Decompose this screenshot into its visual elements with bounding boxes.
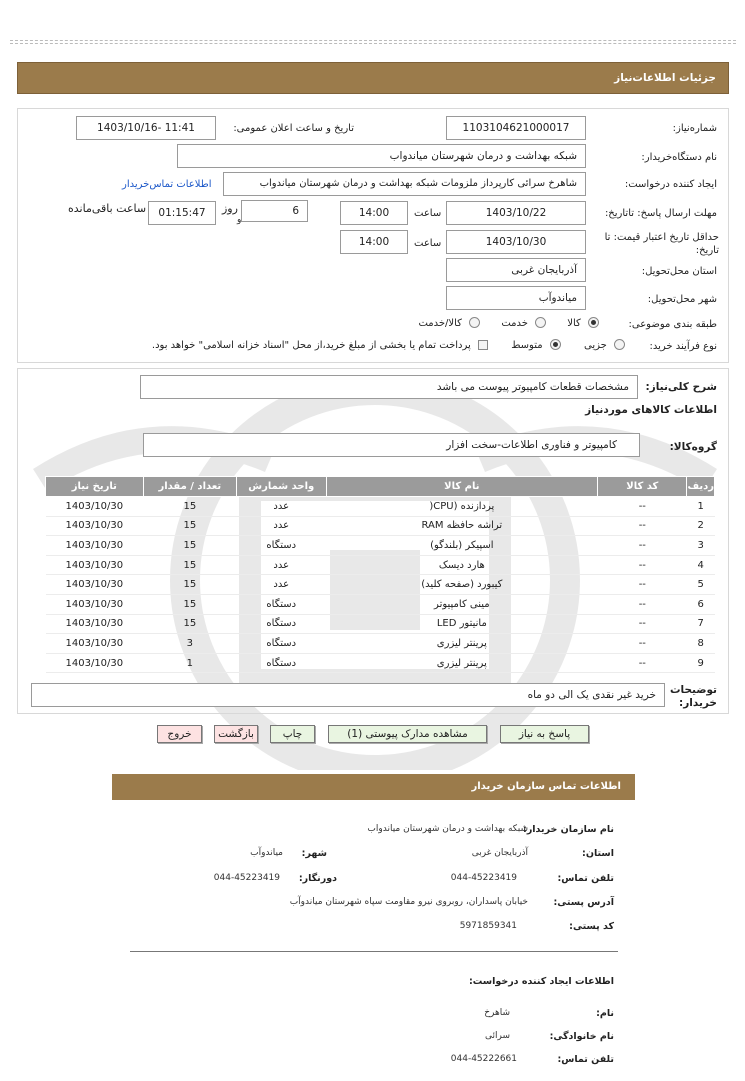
table-row	[46, 594, 715, 614]
code-cell: --	[598, 594, 687, 614]
process-type-label: نوع فرآیند خرید:	[649, 341, 717, 352]
delivery-province-label: استان محل‌تحویل:	[641, 266, 717, 277]
col-qty-header: تعداد / مقدار	[143, 477, 236, 497]
table-row	[46, 497, 715, 517]
contact-address-value: خیابان پاسداران، روبروی نیرو مقاومت سپاه شهرستان میاندوآب	[289, 897, 528, 907]
process-minor-label: جزیی	[583, 339, 607, 351]
deadline-time-label: ساعت	[414, 208, 442, 219]
items-table-wrapper	[45, 476, 715, 673]
table-row	[46, 614, 715, 634]
code-cell: --	[598, 555, 687, 575]
creator-label: ایجاد کننده درخواست:	[624, 179, 717, 190]
process-radio-group	[148, 339, 625, 351]
unit-cell: عدد	[237, 555, 327, 575]
contact-divider	[130, 951, 618, 952]
row-number-cell: 4	[687, 555, 715, 575]
creator-family-value: سرائی	[484, 1031, 510, 1041]
qty-cell: 15	[143, 594, 236, 614]
row-number-cell: 8	[687, 634, 715, 654]
col-date-header: تاریخ نیاز	[46, 477, 144, 497]
process-medium-radio[interactable]	[550, 339, 561, 350]
qty-cell: 15	[143, 516, 236, 536]
date-cell: 1403/10/30	[46, 497, 144, 517]
contact-postal-value: 5971859341	[459, 921, 517, 931]
key-description-field: مشخصات قطعات کامپیوتر پیوست می باشد	[140, 375, 638, 399]
page-title: جزئیات اطلاعات‌نیاز	[614, 72, 716, 84]
buyer-notes-label: توضیحات خریدار:	[669, 684, 717, 709]
buyer-org-label: نام دستگاه‌خریدار:	[641, 152, 717, 163]
date-cell: 1403/10/30	[46, 634, 144, 654]
contact-postal-label: کد پستی:	[569, 921, 614, 932]
row-number-cell: 2	[687, 516, 715, 536]
category-goods-label: کالا	[567, 317, 581, 329]
col-code-header: کد کالا	[598, 477, 687, 497]
contact-province-value: آذربایجان غربی	[471, 848, 528, 858]
category-service-radio[interactable]	[535, 317, 546, 328]
unit-cell: عدد	[237, 516, 327, 536]
creator-field: شاهرخ سرائی کارپرداز ملزومات شبکه بهداشت و درمان شهرستان میاندواب	[223, 172, 586, 196]
buyer-contact-header: اطلاعات تماس سازمان خریدار	[112, 774, 635, 800]
qty-cell: 15	[143, 536, 236, 556]
key-description-label: شرح کلی‌نیاز:	[645, 381, 717, 393]
table-row	[46, 653, 715, 673]
name-cell: پردازنده (CPU(	[326, 497, 598, 517]
treasury-payment-note: پرداخت تمام یا بخشی از مبلغ خرید،از محل "اسناد خزانه اسلامی" خواهد بود.	[151, 339, 471, 351]
code-cell: --	[598, 516, 687, 536]
name-cell: مینی کامپیوتر	[326, 594, 598, 614]
remaining-time-field: 01:15:47	[148, 201, 216, 225]
contact-org-value: شبکه بهداشت و درمان شهرستان میاندواب	[367, 824, 528, 834]
goods-group-label: گروه‌کالا:	[669, 441, 717, 453]
name-cell: پرینتر لیزری	[326, 634, 598, 654]
creator-phone-value: 044-45222661	[450, 1054, 517, 1064]
qty-cell: 1	[143, 653, 236, 673]
qty-cell: 3	[143, 634, 236, 654]
category-both-label: کالا/خدمت	[418, 317, 462, 329]
code-cell: --	[598, 536, 687, 556]
back-button[interactable]: بازگشت	[214, 725, 258, 743]
category-both-radio[interactable]	[469, 317, 480, 328]
category-radio-group	[414, 317, 599, 329]
delivery-province-field: آذربایجان غربی	[446, 258, 586, 282]
attachments-button[interactable]: مشاهده مدارک پیوستی (1)	[328, 725, 487, 743]
creator-name-value: شاهرخ	[484, 1008, 510, 1018]
date-cell: 1403/10/30	[46, 555, 144, 575]
qty-cell: 15	[143, 497, 236, 517]
remaining-days-field: 6	[241, 200, 308, 222]
goods-group-field: کامپیوتر و فناوری اطلاعات-سخت افزار	[143, 433, 640, 457]
contact-phone-label: تلفن تماس:	[557, 873, 614, 884]
days-and-label: و	[237, 215, 242, 225]
announce-date-label: تاریخ و ساعت اعلان عمومی:	[233, 123, 354, 134]
exit-button[interactable]: خروج	[157, 725, 202, 743]
announce-date-field: 1403/10/16- 11:41	[76, 116, 216, 140]
days-label: روز	[222, 202, 238, 215]
name-cell: کیبورد (صفحه کلید)	[326, 575, 598, 595]
qty-cell: 15	[143, 555, 236, 575]
validity-label: حداقل تاریخ اعتبار قیمت: تا تاریخ:	[604, 232, 719, 256]
contact-city-value: میاندوآب	[250, 848, 283, 858]
table-row	[46, 634, 715, 654]
table-header-row	[46, 477, 715, 497]
table-row	[46, 555, 715, 575]
items-table-body	[46, 497, 715, 673]
need-number-label: شماره‌نیاز:	[672, 123, 717, 134]
qty-cell: 15	[143, 575, 236, 595]
name-cell: مانیتور LED	[326, 614, 598, 634]
process-minor-radio[interactable]	[614, 339, 625, 350]
delivery-city-label: شهر محل‌تحویل:	[647, 294, 717, 305]
table-row	[46, 516, 715, 536]
delivery-city-field: میاندوآب	[446, 286, 586, 310]
print-button[interactable]: چاپ	[270, 725, 315, 743]
buyer-org-field: شبکه بهداشت و درمان شهرستان میاندواب	[177, 144, 586, 168]
date-cell: 1403/10/30	[46, 575, 144, 595]
code-cell: --	[598, 653, 687, 673]
deadline-date-field: 1403/10/22	[446, 201, 586, 225]
creator-phone-label: تلفن تماس:	[557, 1054, 614, 1065]
unit-cell: دستگاه	[237, 653, 327, 673]
buyer-contact-link[interactable]: اطلاعات تماس‌خریدار	[122, 179, 212, 190]
treasury-payment-checkbox[interactable]	[478, 340, 488, 350]
date-cell: 1403/10/30	[46, 516, 144, 536]
name-cell: اسپیکر (بلندگو)	[326, 536, 598, 556]
table-row	[46, 575, 715, 595]
creator-info-heading: اطلاعات ایجاد کننده درخواست:	[468, 976, 614, 987]
row-number-cell: 1	[687, 497, 715, 517]
category-goods-radio[interactable]	[588, 317, 599, 328]
unit-cell: دستگاه	[237, 594, 327, 614]
validity-time-field: 14:00	[340, 230, 408, 254]
unit-cell: دستگاه	[237, 634, 327, 654]
page-header	[17, 62, 729, 94]
items-table	[45, 476, 715, 673]
remaining-time-label: ساعت باقی‌مانده	[68, 202, 147, 215]
row-number-cell: 9	[687, 653, 715, 673]
qty-cell: 15	[143, 614, 236, 634]
contact-fax-label: دورنگار:	[298, 873, 337, 884]
category-service-label: خدمت	[501, 317, 528, 329]
contact-fax-value: 044-45223419	[213, 873, 280, 883]
code-cell: --	[598, 634, 687, 654]
date-cell: 1403/10/30	[46, 614, 144, 634]
contact-org-label: نام سازمان خریدار:	[523, 824, 614, 835]
col-row-header: ردیف	[687, 477, 715, 497]
validity-date-field: 1403/10/30	[446, 230, 586, 254]
validity-time-label: ساعت	[414, 238, 442, 249]
row-number-cell: 6	[687, 594, 715, 614]
unit-cell: دستگاه	[237, 536, 327, 556]
row-number-cell: 5	[687, 575, 715, 595]
table-row	[46, 536, 715, 556]
contact-address-label: آدرس پستی:	[553, 897, 614, 908]
unit-cell: دستگاه	[237, 614, 327, 634]
contact-phone-value: 044-45223419	[450, 873, 517, 883]
name-cell: پرینتر لیزری	[326, 653, 598, 673]
date-cell: 1403/10/30	[46, 594, 144, 614]
reply-button[interactable]: پاسخ به نیاز	[500, 725, 589, 743]
buyer-notes-field: خرید غیر نقدی یک الی دو ماه	[31, 683, 665, 707]
category-label: طبقه بندی موضوعی:	[628, 319, 717, 330]
process-medium-label: متوسط	[511, 339, 543, 351]
creator-name-label: نام:	[596, 1008, 614, 1019]
name-cell: هارد دیسک	[326, 555, 598, 575]
top-divider	[10, 40, 736, 44]
contact-province-label: استان:	[582, 848, 614, 859]
date-cell: 1403/10/30	[46, 536, 144, 556]
name-cell: تراشه حافظه RAM	[326, 516, 598, 536]
unit-cell: عدد	[237, 575, 327, 595]
creator-family-label: نام خانوادگی:	[549, 1031, 614, 1042]
code-cell: --	[598, 575, 687, 595]
row-number-cell: 7	[687, 614, 715, 634]
col-unit-header: واحد شمارش	[237, 477, 327, 497]
need-number-field: 1103104621000017	[446, 116, 586, 140]
code-cell: --	[598, 497, 687, 517]
goods-info-heading: اطلاعات کالاهای موردنیاز	[585, 404, 717, 416]
deadline-time-field: 14:00	[340, 201, 408, 225]
code-cell: --	[598, 614, 687, 634]
unit-cell: عدد	[237, 497, 327, 517]
col-name-header: نام کالا	[326, 477, 598, 497]
contact-city-label: شهر:	[301, 848, 327, 859]
row-number-cell: 3	[687, 536, 715, 556]
date-cell: 1403/10/30	[46, 653, 144, 673]
deadline-label: مهلت ارسال پاسخ: تاتاریخ:	[604, 208, 717, 219]
